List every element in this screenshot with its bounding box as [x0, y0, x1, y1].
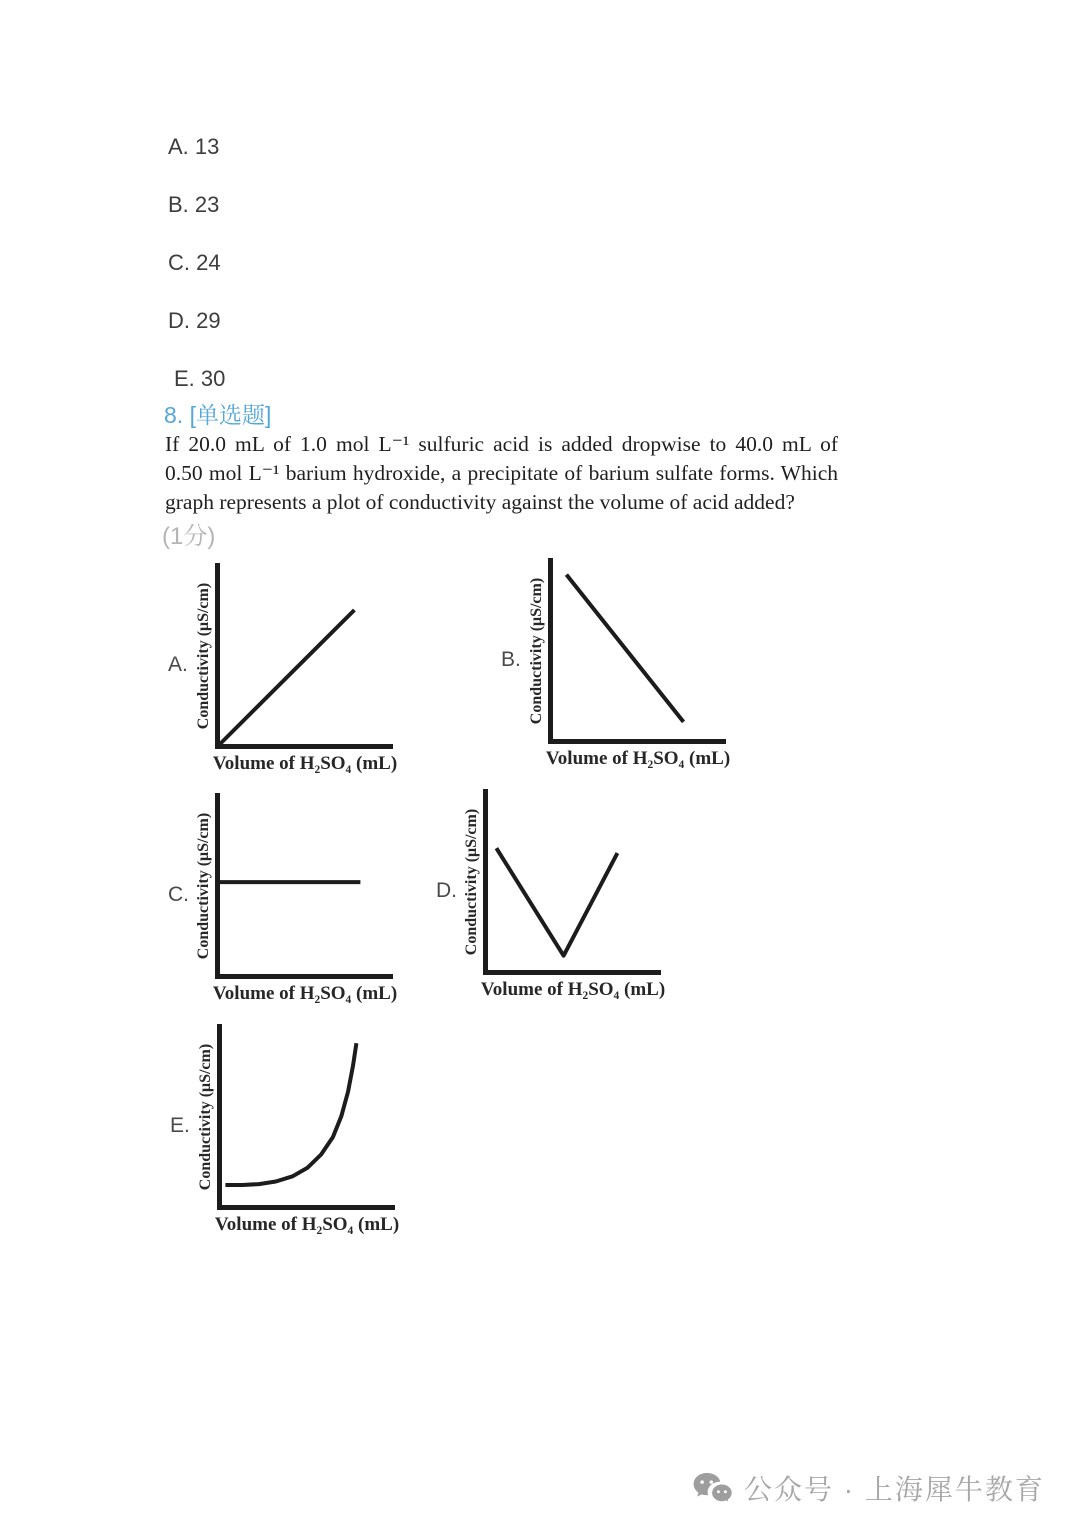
- graph-e-xlabel: Volume of H₂SO₄ (mL): [214, 1214, 400, 1235]
- question-score: (1分): [162, 523, 216, 550]
- question-text-line: If 20.0 mL of 1.0 mol L⁻¹ sulfuric acid is added dropwise to 40.0 mL of: [165, 432, 838, 456]
- graph-option-b[interactable]: [501, 558, 801, 793]
- answer-option-d[interactable]: D. 29: [168, 308, 221, 333]
- answer-option-b[interactable]: B. 23: [168, 192, 220, 217]
- graph-d-xlabel: Volume of H₂SO₄ (mL): [480, 979, 666, 1000]
- graph-option-d[interactable]: [436, 789, 736, 1024]
- graph-b-xlabel: Volume of H₂SO₄ (mL): [545, 748, 731, 769]
- graph-option-a-label: A.: [168, 653, 188, 676]
- wechat-icon: [692, 1472, 734, 1505]
- graph-e-plot: [217, 1024, 395, 1210]
- graph-c-xlabel: Volume of H₂SO₄ (mL): [212, 983, 398, 1004]
- answer-option-c[interactable]: C. 24: [168, 250, 221, 275]
- answer-option-e[interactable]: E. 30: [174, 366, 226, 391]
- wechat-footer: [692, 1468, 1045, 1508]
- graph-option-c-label: C.: [168, 883, 189, 906]
- graph-option-e-label: E.: [170, 1114, 190, 1137]
- graph-a-xlabel: Volume of H₂SO₄ (mL): [212, 753, 398, 774]
- graph-option-c[interactable]: [168, 793, 468, 1028]
- graph-option-a[interactable]: [168, 563, 468, 798]
- graph-option-b-label: B.: [501, 648, 521, 671]
- graph-d-ylabel: Conductivity (μS/cm): [463, 808, 480, 956]
- wechat-account-label: 公众号 · 上海犀牛教育: [744, 1474, 1045, 1505]
- graph-b-ylabel: Conductivity (μS/cm): [528, 577, 545, 725]
- question-text-line: graph represents a plot of conductivity against the volume of acid added?: [165, 490, 795, 514]
- graph-c-ylabel: Conductivity (μS/cm): [195, 812, 212, 960]
- graph-a-ylabel: Conductivity (μS/cm): [195, 582, 212, 730]
- graph-option-e[interactable]: [170, 1024, 470, 1259]
- graph-a-plot: [215, 563, 393, 749]
- graph-c-plot: [215, 793, 393, 979]
- graph-e-ylabel: Conductivity (μS/cm): [197, 1043, 214, 1191]
- answer-options-list: [168, 134, 225, 424]
- graph-b-plot: [548, 558, 726, 744]
- graph-option-d-label: D.: [436, 879, 457, 902]
- answer-option-a[interactable]: A. 13: [168, 134, 220, 159]
- question-text-line: 0.50 mol L⁻¹ barium hydroxide, a precipitate of barium sulfate forms. Which: [165, 461, 838, 485]
- question-number-tag: 8. [单选题]: [164, 402, 272, 428]
- graph-d-plot: [483, 789, 661, 975]
- question-text: [165, 430, 838, 517]
